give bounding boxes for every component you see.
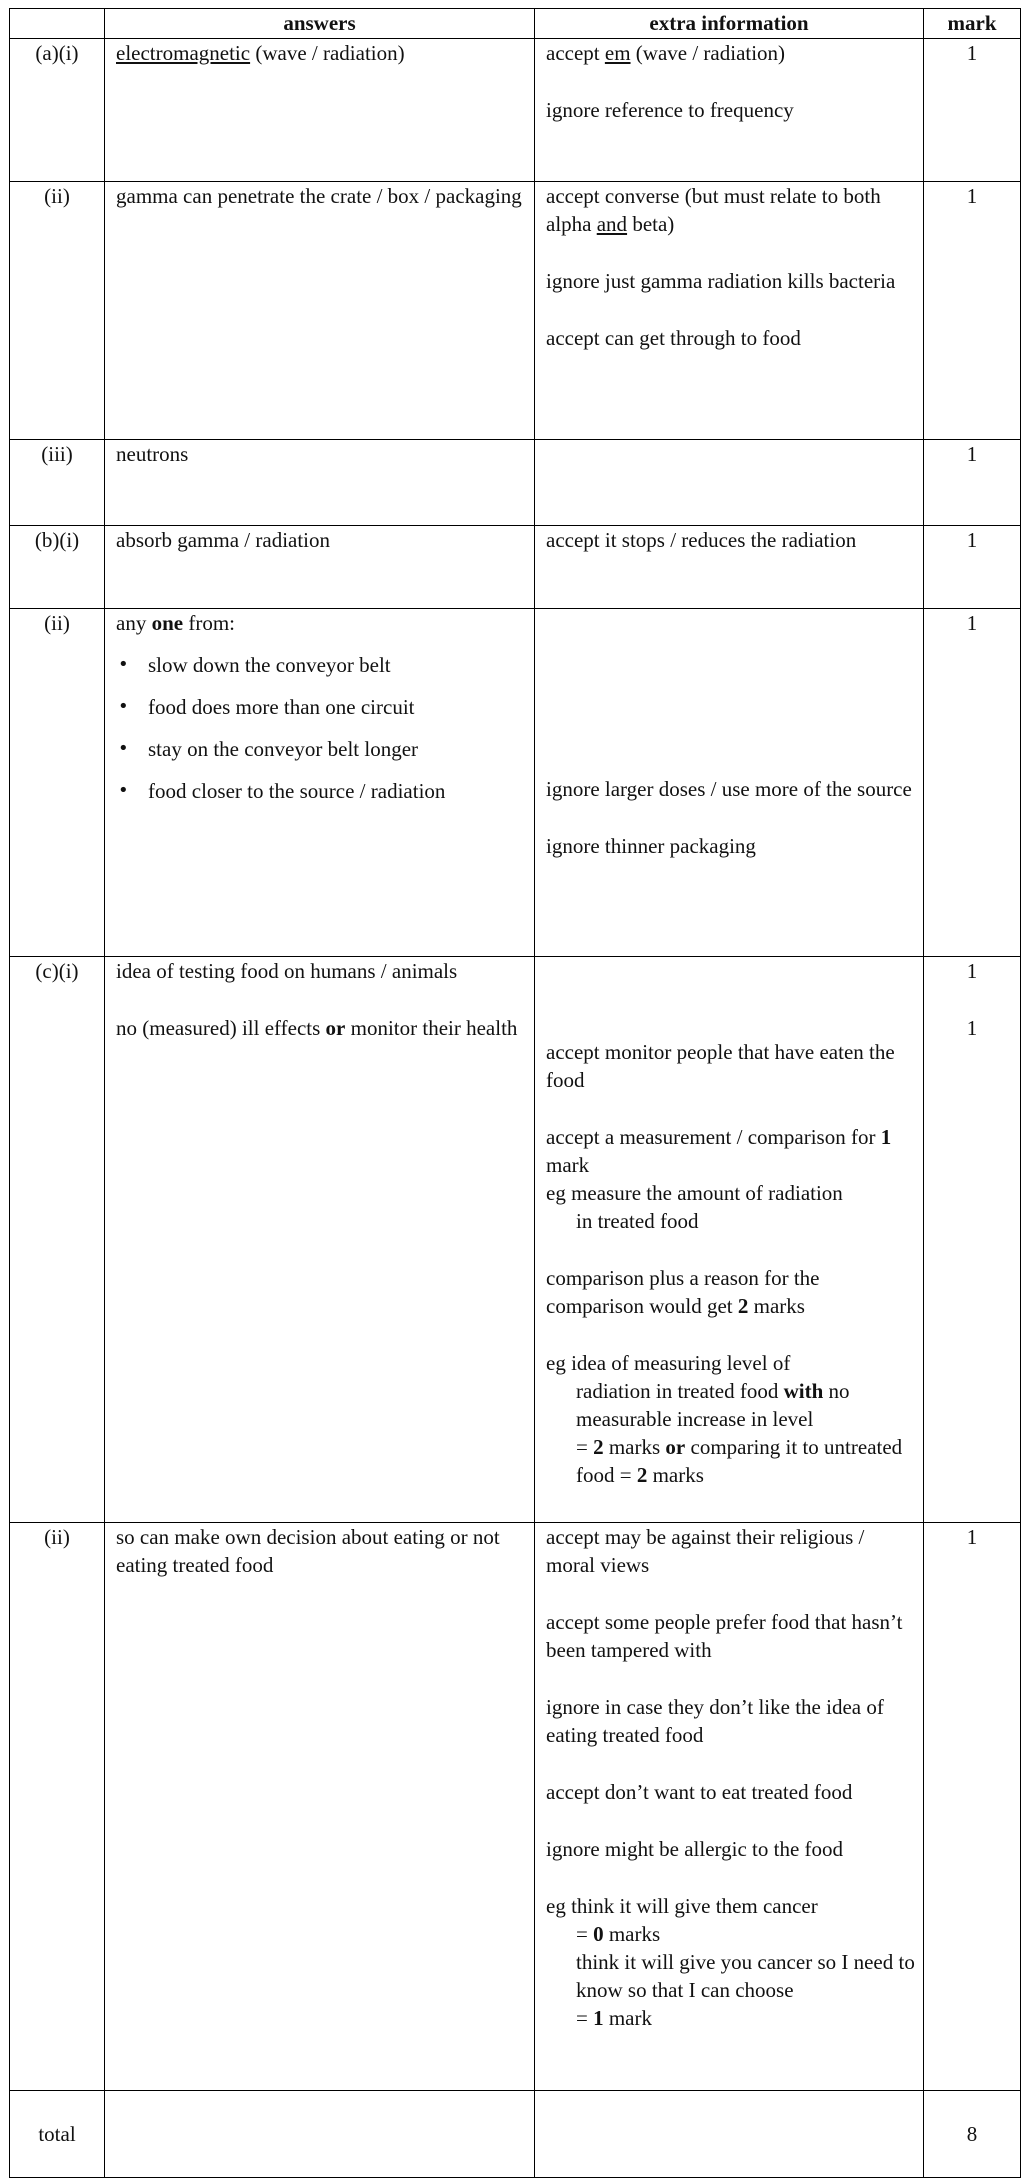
header-row xyxy=(10,9,1021,39)
extra-info-line: think it will give you cancer so I need to know so that I can choose xyxy=(576,1950,915,2002)
extra-info-line: eg think it will give them cancer xyxy=(546,1894,818,1918)
answer-text: no (measured) ill effects xyxy=(116,1016,326,1040)
mark-scheme-table xyxy=(9,8,1021,2178)
extra-info-line: accept may be against their religious / moral views xyxy=(546,1525,865,1577)
answer-underlined: electromagnetic xyxy=(116,41,251,65)
header-answers: answers xyxy=(105,9,535,39)
extra-info-line: accept don’t want to eat treated food xyxy=(546,1780,853,1804)
extra-text: no measurable increase in level xyxy=(576,1379,850,1431)
question-number: (a)(i) xyxy=(10,39,105,182)
mark-value: 1 xyxy=(924,1523,1021,2091)
mark-value: 1 xyxy=(966,959,978,983)
extra-text: = xyxy=(576,2006,594,2030)
answer-text: (wave / radiation) xyxy=(250,41,405,65)
extra-text: marks xyxy=(603,1922,661,1946)
extra-info-line: eg measure the amount of radiation xyxy=(546,1181,843,1205)
extra-info-line xyxy=(546,182,917,238)
extra-text: marks xyxy=(748,1294,805,1318)
extra-info-line: eg idea of measuring level of xyxy=(546,1351,791,1375)
extra-underlined: em xyxy=(604,41,631,65)
answer-cell xyxy=(105,2091,535,2178)
row-c-ii xyxy=(10,1523,1021,2091)
extra-text: = xyxy=(576,1435,594,1459)
question-number: (ii) xyxy=(10,182,105,440)
answer-cell xyxy=(105,609,535,957)
extra-bold: 2 xyxy=(593,1435,604,1459)
answer-cell xyxy=(105,957,535,1523)
header-question xyxy=(10,9,105,39)
extra-info-line: accept monitor people that have eaten the food xyxy=(546,1040,895,1092)
row-total xyxy=(10,2091,1021,2178)
row-b-i xyxy=(10,526,1021,609)
extra-bold: 2 xyxy=(636,1463,648,1487)
extra-text: mark xyxy=(546,1153,590,1177)
header-extra-information: extra information xyxy=(535,9,924,39)
answer-intro xyxy=(116,609,524,637)
answer-cell: gamma can penetrate the crate / box / packaging xyxy=(105,182,535,440)
extra-info-cell: accept it stops / reduces the radiation xyxy=(535,526,924,609)
extra-info-line xyxy=(546,1920,917,1948)
row-a-iii xyxy=(10,440,1021,526)
extra-info-line: ignore reference to frequency xyxy=(546,98,794,122)
extra-bold: or xyxy=(665,1435,686,1459)
row-b-ii xyxy=(10,609,1021,957)
extra-info-cell xyxy=(535,182,924,440)
extra-bold: 0 xyxy=(593,1922,604,1946)
question-number: (ii) xyxy=(10,1523,105,2091)
extra-info-line xyxy=(546,1264,917,1320)
extra-text: accept converse (but must relate to both alpha xyxy=(546,184,881,236)
extra-text: beta) xyxy=(627,212,675,236)
extra-text: accept a measurement / comparison for xyxy=(546,1125,881,1149)
row-a-i xyxy=(10,39,1021,182)
extra-info-line: accept some people prefer food that hasn’t been tampered with xyxy=(546,1610,903,1662)
extra-info-line xyxy=(546,1377,917,1433)
question-number: (ii) xyxy=(10,609,105,957)
answer-cell: so can make own decision about eating or not eating treated food xyxy=(105,1523,535,2091)
mark-value: 1 xyxy=(924,609,1021,957)
answer-bold: one xyxy=(151,611,184,635)
answer-bold: or xyxy=(325,1016,346,1040)
extra-text: = xyxy=(576,1922,594,1946)
extra-info-line: ignore in case they don’t like the idea of eating treated food xyxy=(546,1695,884,1747)
extra-info-cell xyxy=(535,957,924,1523)
extra-text: mark xyxy=(603,2006,652,2030)
extra-bold: 1 xyxy=(593,2006,604,2030)
extra-info-line xyxy=(546,1123,917,1179)
answer-line xyxy=(116,1014,524,1042)
question-number: (b)(i) xyxy=(10,526,105,609)
extra-info-cell xyxy=(535,1523,924,2091)
mark-value: 1 xyxy=(924,39,1021,182)
extra-info-cell xyxy=(535,440,924,526)
row-a-ii xyxy=(10,182,1021,440)
extra-info-line: in treated food xyxy=(576,1209,699,1233)
list-item: • food closer to the source / radiation xyxy=(116,777,524,805)
total-mark: 8 xyxy=(924,2091,1021,2178)
answer-cell: absorb gamma / radiation xyxy=(105,526,535,609)
answer-text: monitor their health xyxy=(345,1016,518,1040)
extra-text: comparison plus a reason for the comparison would get xyxy=(546,1266,820,1318)
answer-cell: neutrons xyxy=(105,440,535,526)
extra-bold: 1 xyxy=(880,1125,892,1149)
extra-info-cell xyxy=(535,2091,924,2178)
extra-info-line: ignore larger doses / use more of the source xyxy=(546,777,912,801)
answer-text: any xyxy=(116,611,152,635)
extra-underlined: and xyxy=(596,212,628,236)
extra-text: marks xyxy=(647,1463,704,1487)
extra-bold: 2 xyxy=(737,1294,749,1318)
extra-info-line: ignore thinner packaging xyxy=(546,834,756,858)
mark-value: 1 xyxy=(966,1016,978,1040)
header-mark: mark xyxy=(924,9,1021,39)
extra-text: radiation in treated food xyxy=(576,1379,784,1403)
question-number: (iii) xyxy=(10,440,105,526)
mark-value: 1 xyxy=(924,182,1021,440)
extra-info-line: ignore just gamma radiation kills bacteria xyxy=(546,269,896,293)
answer-bullet-list xyxy=(116,651,524,805)
extra-info-cell xyxy=(535,39,924,182)
answer-cell xyxy=(105,39,535,182)
extra-info-line xyxy=(546,2004,917,2032)
extra-text: comparing it to untreated food = xyxy=(576,1435,903,1487)
extra-text: marks xyxy=(603,1435,666,1459)
list-item: • food does more than one circuit xyxy=(116,693,524,721)
answer-line: idea of testing food on humans / animals xyxy=(116,959,458,983)
extra-text: (wave / radiation) xyxy=(630,41,786,65)
question-number: (c)(i) xyxy=(10,957,105,1523)
extra-info-line: ignore might be allergic to the food xyxy=(546,1837,844,1861)
list-item: • stay on the conveyor belt longer xyxy=(116,735,524,763)
extra-info-cell xyxy=(535,609,924,957)
extra-info-line: accept can get through to food xyxy=(546,326,801,350)
mark-cell xyxy=(924,957,1021,1523)
answer-text: from: xyxy=(183,611,235,635)
mark-value: 1 xyxy=(924,440,1021,526)
extra-bold: with xyxy=(783,1379,824,1403)
extra-info-line xyxy=(546,39,917,67)
row-c-i xyxy=(10,957,1021,1523)
total-label: total xyxy=(10,2091,105,2178)
extra-info-line xyxy=(546,1433,917,1489)
list-item: • slow down the conveyor belt xyxy=(116,651,524,679)
extra-text: accept xyxy=(546,41,605,65)
mark-value: 1 xyxy=(924,526,1021,609)
